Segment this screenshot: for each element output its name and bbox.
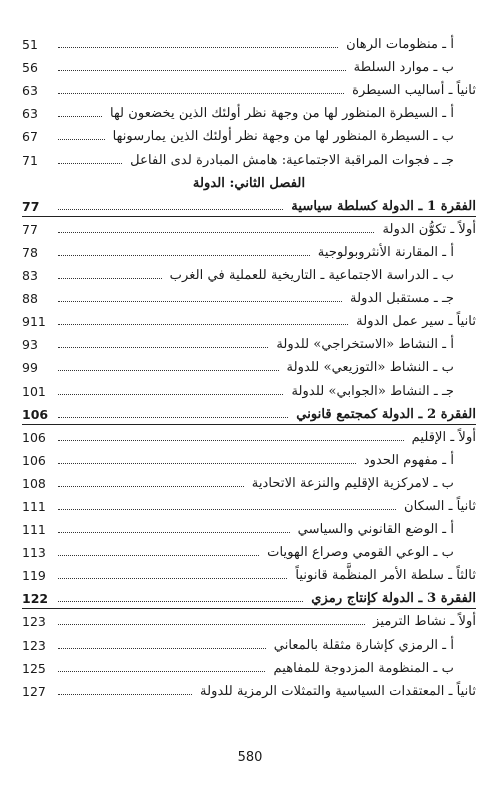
toc-entry (22, 400, 476, 423)
dot-leader (58, 577, 287, 579)
toc-entry (22, 677, 476, 700)
toc-entry (22, 307, 476, 330)
toc-entry-page: 83 (22, 268, 38, 284)
toc-entry (22, 561, 476, 584)
toc-entry-title: ب ـ لامركزية الإقليم والنزعة الاتحادية (251, 475, 454, 491)
toc-entry (22, 492, 476, 515)
toc-entry-title: جـ ـ فجوات المراقبة الاجتماعية: هامش المبادرة لدى الفاعل (130, 152, 454, 168)
dot-leader (58, 162, 122, 164)
page-number: 580 (237, 750, 263, 765)
toc-entry-title: الفقرة 2 ـ الدولة كمجتمع قانوني (296, 406, 476, 422)
dot-leader (58, 600, 303, 602)
toc-entry-page: 63 (22, 83, 38, 99)
toc-entry-page: 99 (22, 360, 38, 376)
dot-leader (58, 647, 266, 649)
chapter-title: الفصل الثاني: الدولة (192, 175, 306, 191)
toc-entry-title: أولاً ـ تكوُّن الدولة (382, 221, 476, 237)
toc-entry-page: 78 (22, 244, 38, 260)
toc-entry-page: 106 (22, 452, 46, 468)
toc-entry (22, 330, 476, 353)
dot-leader (58, 485, 244, 487)
toc-entry-title: ثانياً ـ سير عمل الدولة (356, 314, 476, 330)
toc-entry-page: 127 (22, 683, 46, 699)
toc-entry (22, 53, 476, 76)
dot-leader (58, 462, 356, 464)
toc-entry-title: ب ـ الوعي القومي وصراع الهويات (267, 545, 454, 561)
dot-leader (58, 346, 268, 348)
toc-entry-title: ثانياً ـ المعتقدات السياسية والتمثلات الرمزية للدولة (200, 683, 476, 699)
toc-entry (22, 515, 476, 538)
toc-entry-title: ثانياً ـ أساليب السيطرة (352, 83, 476, 99)
toc-entry-page: 88 (22, 291, 38, 307)
toc-entry (22, 469, 476, 492)
toc-entry (22, 376, 476, 399)
dot-leader (58, 393, 283, 395)
toc-entry (22, 238, 476, 261)
toc-entry-page: 56 (22, 60, 38, 76)
dot-leader (58, 46, 338, 48)
dot-leader (58, 323, 348, 325)
toc-entry-title: ب ـ الدراسة الاجتماعية ـ التاريخية للعملية في الغرب (169, 268, 454, 284)
chapter-heading (22, 169, 476, 192)
toc-entry-title: أولاً ـ نشاط الترميز (373, 614, 476, 630)
toc-entry (22, 538, 476, 561)
toc-entry-page: 108 (22, 475, 46, 491)
toc-entry-title: الفقرة 3 ـ الدولة كإنتاج رمزي (311, 591, 476, 607)
toc-entry-page: 93 (22, 337, 38, 353)
toc-entry (22, 215, 476, 238)
toc-entry-page: 77 (22, 198, 40, 214)
dot-leader (58, 439, 404, 441)
dot-leader (58, 138, 105, 140)
toc-entry-title: ب ـ السيطرة المنظور لها من وجهة نظر أولئك الذين يمارسونها (112, 129, 454, 145)
toc-entry-title: أ ـ السيطرة المنظور لها من وجهة نظر أولئك الذين يخضعون لها (109, 106, 454, 122)
dot-leader (58, 300, 342, 302)
toc-entry-title: جـ ـ مستقبل الدولة (350, 291, 454, 307)
toc-entry (22, 145, 476, 168)
toc-entry-title: أ ـ النشاط «الاستخراجي» للدولة (276, 337, 454, 353)
dot-leader (58, 416, 288, 418)
dot-leader (58, 623, 365, 625)
dot-leader (58, 231, 374, 233)
toc-entry-page: 77 (22, 221, 38, 237)
toc-entry-page: 106 (22, 429, 46, 445)
toc-entry-page: 111 (22, 522, 46, 538)
toc-entry-page: 71 (22, 152, 38, 168)
toc-entry-page: 119 (22, 568, 46, 584)
toc-entry-page: 101 (22, 383, 46, 399)
toc-entry (22, 630, 476, 653)
toc-entry-page: 911 (22, 314, 46, 330)
toc-entry-page: 106 (22, 406, 49, 422)
toc-entry-title: أولاً ـ الإقليم (411, 429, 476, 445)
toc-entry-title: ب ـ موارد السلطة (353, 60, 454, 76)
toc-entry-title: أ ـ منظومات الرهان (346, 37, 454, 53)
toc-entry (22, 261, 476, 284)
toc-entry (22, 446, 476, 469)
dot-leader (58, 254, 310, 256)
dot-leader (58, 508, 396, 510)
toc-entry-title: أ ـ الوضع القانوني والسياسي (297, 522, 454, 538)
toc-entry-title: جـ ـ النشاط «الجوابي» للدولة (291, 383, 454, 399)
toc-entry (22, 284, 476, 307)
dot-leader (58, 369, 279, 371)
toc-entry-page: 113 (22, 545, 46, 561)
toc-entry-title: أ ـ مفهوم الحدود (363, 452, 454, 468)
toc-entry (22, 122, 476, 145)
toc-entry (22, 654, 476, 677)
toc-entry-page: 51 (22, 37, 38, 53)
toc-entry (22, 99, 476, 122)
toc-entry-page: 122 (22, 591, 49, 607)
toc-entry-title: أ ـ الرمزي كإشارة مثقلة بالمعاني (273, 637, 454, 653)
dot-leader (58, 277, 162, 279)
dot-leader (58, 69, 346, 71)
toc-entry-page: 67 (22, 129, 38, 145)
dot-leader (58, 670, 265, 672)
dot-leader (58, 554, 259, 556)
toc-entry-title: ثانياً ـ السكان (403, 498, 476, 514)
toc-entry-page: 111 (22, 498, 46, 514)
dot-leader (58, 115, 102, 117)
toc-entry-title: ب ـ المنظومة المزدوجة للمفاهيم (273, 660, 454, 676)
toc-entry-title: ب ـ النشاط «التوزيعي» للدولة (286, 360, 454, 376)
toc-entry (22, 353, 476, 376)
toc-entry-page: 123 (22, 637, 46, 653)
dot-leader (58, 693, 192, 695)
toc-entry (22, 607, 476, 630)
dot-leader (58, 208, 283, 210)
toc-entry (22, 192, 476, 215)
toc-entry (22, 423, 476, 446)
toc-entry-title: أ ـ المقارنة الأنثروبولوجية (317, 244, 454, 260)
toc-entry-page: 63 (22, 106, 38, 122)
toc-entry (22, 30, 476, 53)
toc-entry-title: الفقرة 1 ـ الدولة كسلطة سياسية (291, 198, 476, 214)
dot-leader (58, 531, 290, 533)
dot-leader (58, 92, 344, 94)
toc-entry (22, 76, 476, 99)
toc-entry-title: ثالثاً ـ سلطة الأمر المنظَّمة قانونياً (295, 568, 476, 584)
table-of-contents (22, 30, 476, 700)
toc-entry-page: 125 (22, 660, 46, 676)
toc-entry-page: 123 (22, 614, 46, 630)
toc-entry (22, 584, 476, 607)
